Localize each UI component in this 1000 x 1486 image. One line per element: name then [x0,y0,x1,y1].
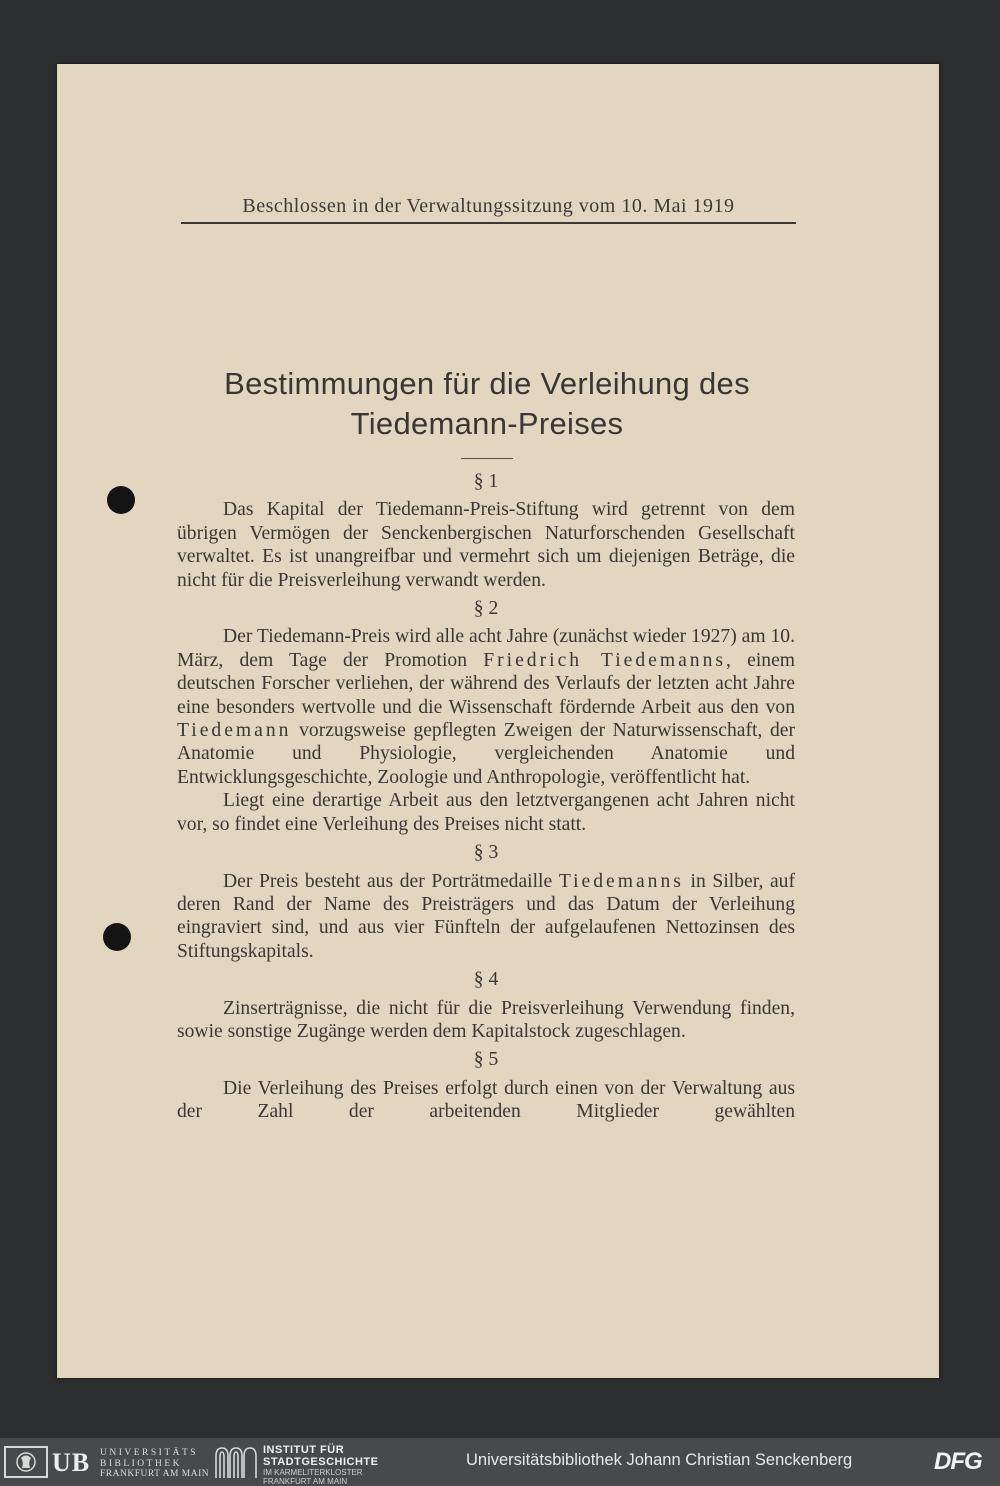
spaced-name-tiedemann: Tiedemann [177,720,292,742]
ub-library-logo[interactable] [4,1444,210,1482]
section-2-text-part: Der Tiedemann-Preis wird alle acht Jahre (zunächst wieder 1927) am 10. März, dem Tage der Promotion [177,626,795,671]
section-2-paragraph-2: Liegt eine derartige Arbeit aus den letztvergangenen acht Jahren nicht vor, so findet eine Verleihung des Preises nicht statt. [177,790,795,835]
section-4-text: Zinserträgnisse, die nicht für die Preisverleihung Verwendung finden, sowie sonstige Zugänge werden dem Kapitalstock zugeschlagen. [177,997,795,1042]
isg-line-2: STADTGESCHICHTE [263,1455,379,1468]
ub-text [100,1448,209,1480]
punch-hole-bottom [103,923,131,951]
title-line-2: Tiedemann-Preises [350,406,624,441]
title-line-1: Bestimmungen für die Verleihung des [224,366,750,401]
section-2-text-part: , einem deutschen Forscher verliehen, der während des Verlaufs der letzten acht Jahre eine besonders wertvolle und die Wissenschaft fördernde Arbeit aus den von [177,649,796,718]
ub-line-1: UNIVERSITÄTS [100,1448,199,1458]
isg-text [263,1445,378,1486]
document-title [157,364,817,444]
section-mark-2: § 2 [473,598,499,620]
section-3-text-part: in Silber, auf deren Rand der Name des Preisträgers und das Datum der Verleihung eingraviert sind, und aus vier Fünfteln der aufgelaufenen Nettozinsen des Stiftungskapitals. [177,870,796,962]
section-3-text [177,870,795,964]
spaced-name-tiedemanns: Tiedemanns [558,870,684,892]
section-2-text-part: vorzugsweise gepflegten Zweigen der Naturwissenschaft, der Anatomie und Physiologie, vergleichenden Anatomie und Entwicklungsgeschichte, Zoologie und Anthropologie, veröffentlicht hat. [177,720,795,788]
punch-hole-top [107,486,135,514]
isg-line-4: FRANKFURT AM MAIN [263,1477,348,1486]
ub-line-2: BIBLIOTHEK [100,1458,182,1469]
resolution-header: Beschlossen in der Verwaltungssitzung vom 10. Mai 1919 [181,195,796,224]
section-mark-1: § 1 [473,471,499,492]
section-1-text: Das Kapital der Tiedemann-Preis-Stiftung wird getrennt von dem übrigen Vermögen der Senckenbergischen Naturforschenden Gesellschaft verwaltet. Es ist unangreifbar und vermehrt sich um diejenigen Beträge, die nicht für die Preisverleihung verwandt werden. [177,499,795,591]
arches-icon [213,1444,257,1480]
library-name-link[interactable]: Universitätsbibliothek Johann Christian Senckenberg [466,1451,853,1469]
isg-line-3: IM KARMELITERKLOSTER [263,1468,363,1477]
section-mark-5: § 5 [473,1049,499,1071]
footer-bar [0,1438,1000,1486]
isg-institute-logo[interactable] [213,1444,398,1486]
section-3-text-part: Der Preis besteht aus der Porträtmedaille [223,870,559,892]
dfg-logo[interactable]: DFG [934,1448,982,1475]
ub-emblem-icon [4,1446,48,1478]
ub-letters: UB [52,1448,91,1477]
section-2-text [177,625,795,789]
isg-line-1: INSTITUT FÜR [263,1444,345,1456]
spaced-name-friedrich-tiedemanns: Friedrich Tiedemanns [483,649,727,671]
document-body [177,470,795,1124]
section-5-text: Die Verleihung des Preises erfolgt durch einen von der Verwaltung aus der Zahl der arbeitenden Mitglieder gewählten [177,1077,795,1123]
section-mark-3: § 3 [473,842,499,864]
ub-line-3: FRANKFURT AM MAIN [100,1469,210,1479]
section-mark-4: § 4 [473,969,499,991]
title-divider [461,458,513,459]
document-page [57,64,939,1378]
